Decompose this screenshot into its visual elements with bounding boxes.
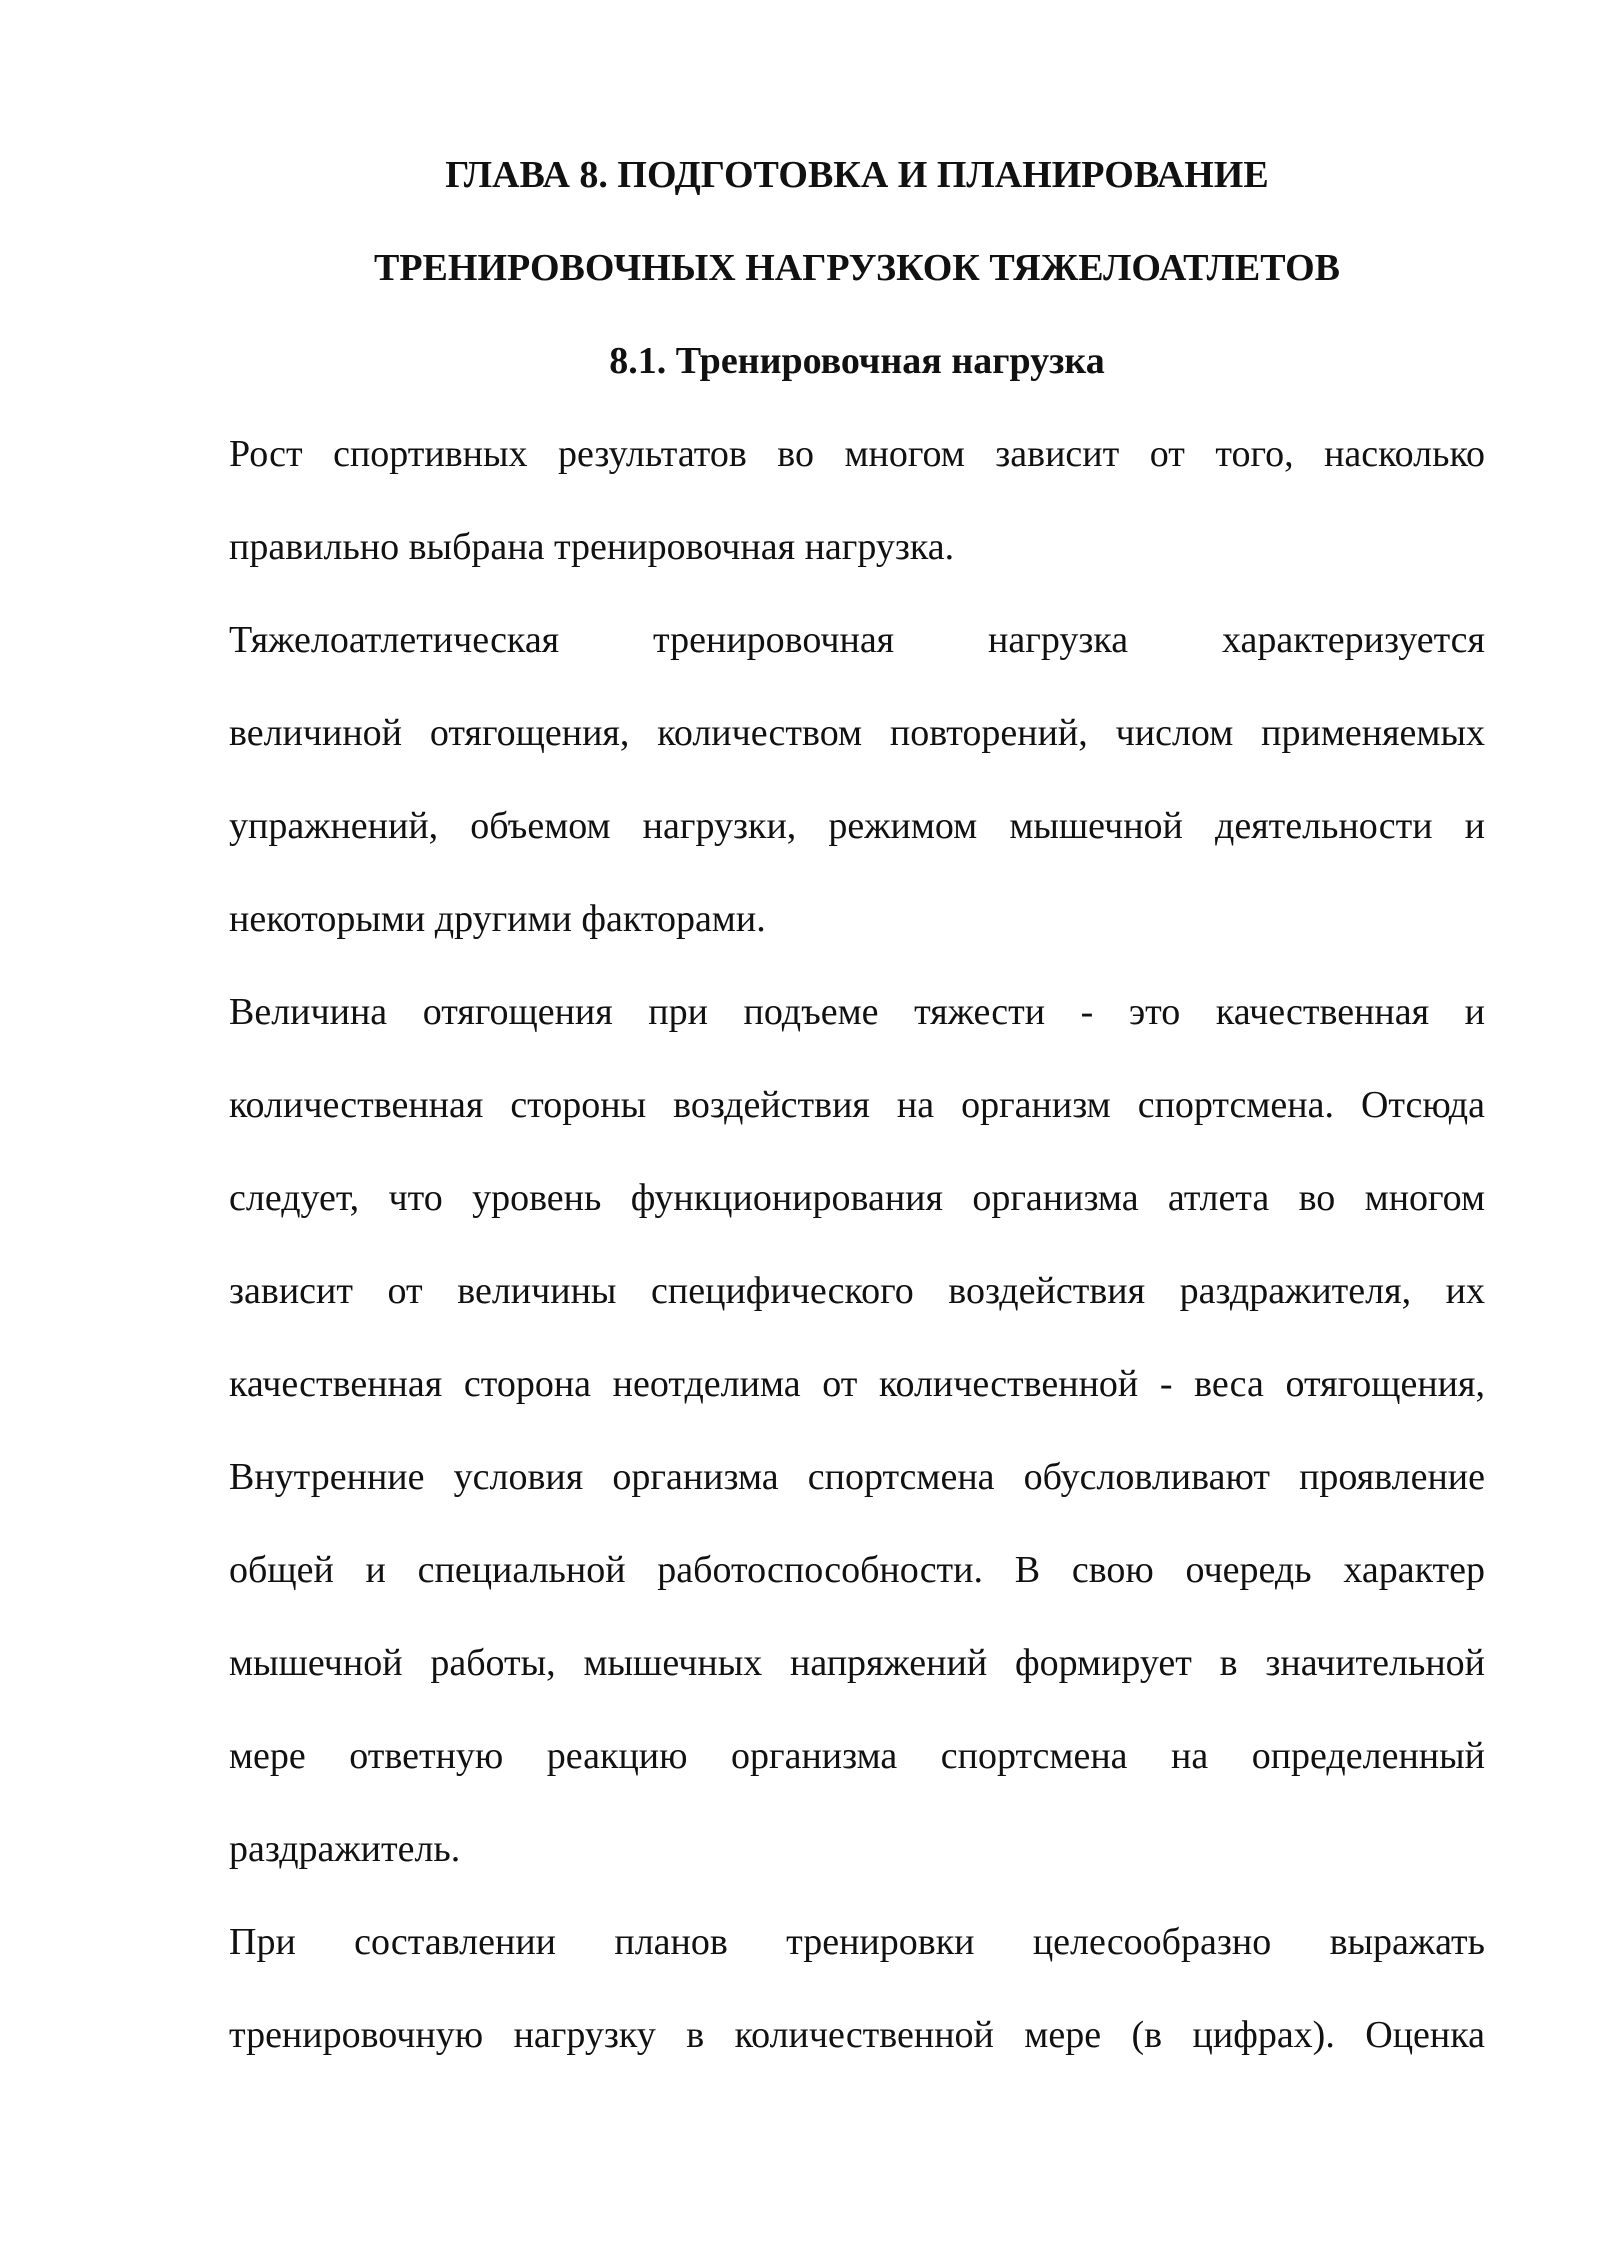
body-line-17: При составлении планов тренировки целесообразно выражать [229,1921,1485,1963]
body-line-8: количественная стороны воздействия на организм спортсмена. Отсюда [229,1084,1485,1126]
body-line-5: упражнений, объемом нагрузки, режимом мышечной деятельности и [229,805,1485,847]
body-line-13: общей и специальной работоспособности. В свою очередь характер [229,1549,1485,1591]
body-line-12: Внутренние условия организма спортсмена обусловливают проявление [229,1456,1485,1498]
body-line-6: некоторыми другими факторами. [229,898,766,940]
body-line-10: зависит от величины специфического воздействия раздражителя, их [229,1270,1485,1312]
section-title: 8.1. Тренировочная нагрузка [609,340,1105,382]
chapter-title-line-2: ТРЕНИРОВОЧНЫХ НАГРУЗКОК ТЯЖЕЛОАТЛЕТОВ [373,247,1341,289]
body-line-16: раздражитель. [229,1828,461,1870]
body-line-18: тренировочную нагрузку в количественной мере (в цифрах). Оценка [229,2014,1485,2056]
body-line-3: Тяжелоатлетическая тренировочная нагрузка характеризуется [229,619,1485,661]
body-line-11: качественная сторона неотделима от количественной - веса отягощения, [229,1363,1485,1405]
body-line-1: Рост спортивных результатов во многом зависит от того, насколько [229,433,1485,475]
body-line-7: Величина отягощения при подъеме тяжести - это качественная и [229,991,1485,1033]
body-line-15: мере ответную реакцию организма спортсмена на определенный [229,1735,1485,1777]
body-line-4: величиной отягощения, количеством повторений, числом применяемых [229,712,1485,754]
body-line-2: правильно выбрана тренировочная нагрузка. [229,526,955,568]
body-line-9: следует, что уровень функционирования организма атлета во многом [229,1177,1485,1219]
body-line-14: мышечной работы, мышечных напряжений формирует в значительной [229,1642,1485,1684]
chapter-title-line-1: ГЛАВА 8. ПОДГОТОВКА И ПЛАНИРОВАНИЕ [445,154,1269,196]
